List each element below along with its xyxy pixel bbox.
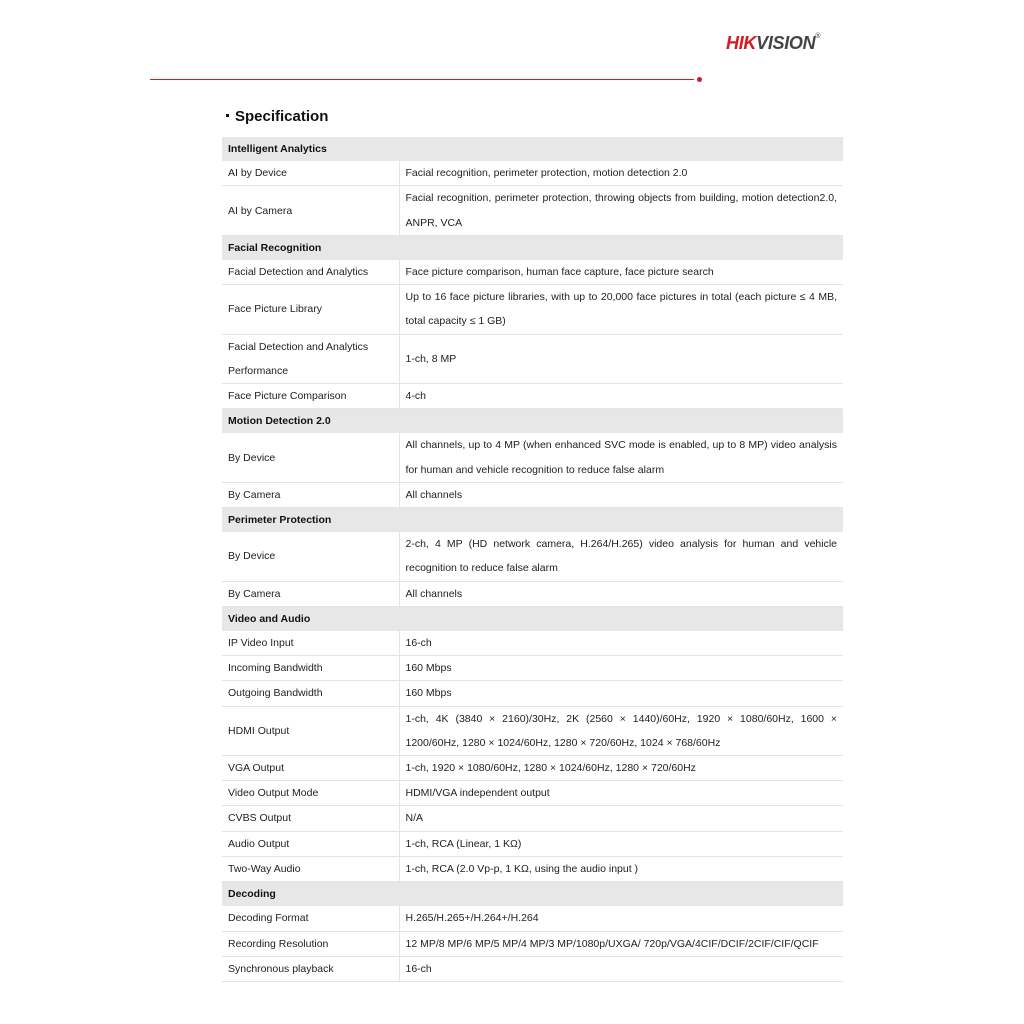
section-header-row [222, 606, 843, 631]
section-header: Decoding [222, 882, 843, 907]
spec-value: Up to 16 face picture libraries, with up to 20,000 face pictures in total (each picture ≤ 4 MB, total capacity ≤ 1 GB) [399, 285, 843, 334]
spec-value: All channels [399, 581, 843, 606]
spec-row [222, 532, 843, 581]
section-header: Video and Audio [222, 606, 843, 631]
spec-value: 4-ch [399, 384, 843, 409]
spec-key: Face Picture Comparison [222, 384, 399, 409]
logo-part2: VISION [756, 33, 816, 53]
spec-row [222, 581, 843, 606]
spec-row [222, 956, 843, 981]
spec-key: Video Output Mode [222, 781, 399, 806]
spec-row [222, 706, 843, 755]
spec-value: Face picture comparison, human face capture, face picture search [399, 260, 843, 285]
spec-value: 1-ch, RCA (Linear, 1 KΩ) [399, 831, 843, 856]
spec-value: 16-ch [399, 631, 843, 656]
spec-key: VGA Output [222, 756, 399, 781]
logo-part1: HIK [726, 33, 757, 53]
spec-key: By Camera [222, 581, 399, 606]
spec-value: Facial recognition, perimeter protection, throwing objects from building, motion detection2.0, ANPR, VCA [399, 186, 843, 235]
spec-key: Incoming Bandwidth [222, 656, 399, 681]
section-header: Perimeter Protection [222, 508, 843, 533]
spec-value: H.265/H.265+/H.264+/H.264 [399, 906, 843, 931]
section-header-row [222, 137, 843, 161]
spec-key: By Device [222, 532, 399, 581]
spec-key: By Camera [222, 482, 399, 507]
section-header-row [222, 235, 843, 260]
spec-row [222, 334, 843, 383]
section-header-row [222, 882, 843, 907]
spec-row [222, 656, 843, 681]
spec-row [222, 482, 843, 507]
spec-row [222, 161, 843, 186]
spec-row [222, 631, 843, 656]
spec-value: 1-ch, 8 MP [399, 334, 843, 383]
spec-row [222, 931, 843, 956]
section-header: Facial Recognition [222, 235, 843, 260]
spec-value: 12 MP/8 MP/6 MP/5 MP/4 MP/3 MP/1080p/UXGA/ 720p/VGA/4CIF/DCIF/2CIF/CIF/QCIF [399, 931, 843, 956]
spec-value: N/A [399, 806, 843, 831]
logo-registered-mark: ® [815, 33, 821, 40]
spec-key: Outgoing Bandwidth [222, 681, 399, 706]
spec-key: Synchronous playback [222, 956, 399, 981]
hikvision-logo [726, 33, 820, 54]
spec-row [222, 285, 843, 334]
specification-table-body [222, 137, 843, 981]
spec-key: AI by Camera [222, 186, 399, 235]
spec-row [222, 831, 843, 856]
spec-key: By Device [222, 433, 399, 482]
spec-value: 1-ch, 1920 × 1080/60Hz, 1280 × 1024/60Hz, 1280 × 720/60Hz [399, 756, 843, 781]
page-title [226, 108, 328, 125]
spec-value: 16-ch [399, 956, 843, 981]
spec-key: Facial Detection and Analytics [222, 260, 399, 285]
spec-row [222, 756, 843, 781]
spec-value: 1-ch, RCA (2.0 Vp-p, 1 KΩ, using the audio input ) [399, 856, 843, 881]
header-divider-line [150, 79, 694, 80]
spec-row [222, 433, 843, 482]
section-header-row [222, 409, 843, 434]
spec-row [222, 260, 843, 285]
spec-value: 2-ch, 4 MP (HD network camera, H.264/H.265) video analysis for human and vehicle recognition to reduce false alarm [399, 532, 843, 581]
spec-row [222, 681, 843, 706]
spec-value: All channels, up to 4 MP (when enhanced SVC mode is enabled, up to 8 MP) video analysis for human and vehicle recognition to reduce false alarm [399, 433, 843, 482]
page-title-text: Specification [235, 108, 329, 125]
header-divider-dot [697, 77, 702, 82]
spec-value: 1-ch, 4K (3840 × 2160)/30Hz, 2K (2560 × 1440)/60Hz, 1920 × 1080/60Hz, 1600 × 1200/60Hz, 1280 × 1024/60Hz, 1280 × 720/60Hz, 1024 × 768/60Hz [399, 706, 843, 755]
spec-key: IP Video Input [222, 631, 399, 656]
spec-value: 160 Mbps [399, 656, 843, 681]
spec-value: Facial recognition, perimeter protection, motion detection 2.0 [399, 161, 843, 186]
spec-row [222, 781, 843, 806]
spec-value: All channels [399, 482, 843, 507]
spec-value: HDMI/VGA independent output [399, 781, 843, 806]
spec-key: CVBS Output [222, 806, 399, 831]
spec-row [222, 906, 843, 931]
spec-key: Face Picture Library [222, 285, 399, 334]
section-header: Intelligent Analytics [222, 137, 843, 161]
spec-key: Decoding Format [222, 906, 399, 931]
spec-row [222, 806, 843, 831]
section-header-row [222, 508, 843, 533]
spec-key: Recording Resolution [222, 931, 399, 956]
spec-row [222, 186, 843, 235]
spec-key: HDMI Output [222, 706, 399, 755]
spec-row [222, 384, 843, 409]
section-header: Motion Detection 2.0 [222, 409, 843, 434]
spec-key: AI by Device [222, 161, 399, 186]
spec-key: Facial Detection and Analytics Performance [222, 334, 399, 383]
title-bullet-icon [226, 114, 229, 117]
spec-value: 160 Mbps [399, 681, 843, 706]
spec-key: Two-Way Audio [222, 856, 399, 881]
spec-key: Audio Output [222, 831, 399, 856]
specification-table [222, 137, 843, 982]
spec-row [222, 856, 843, 881]
